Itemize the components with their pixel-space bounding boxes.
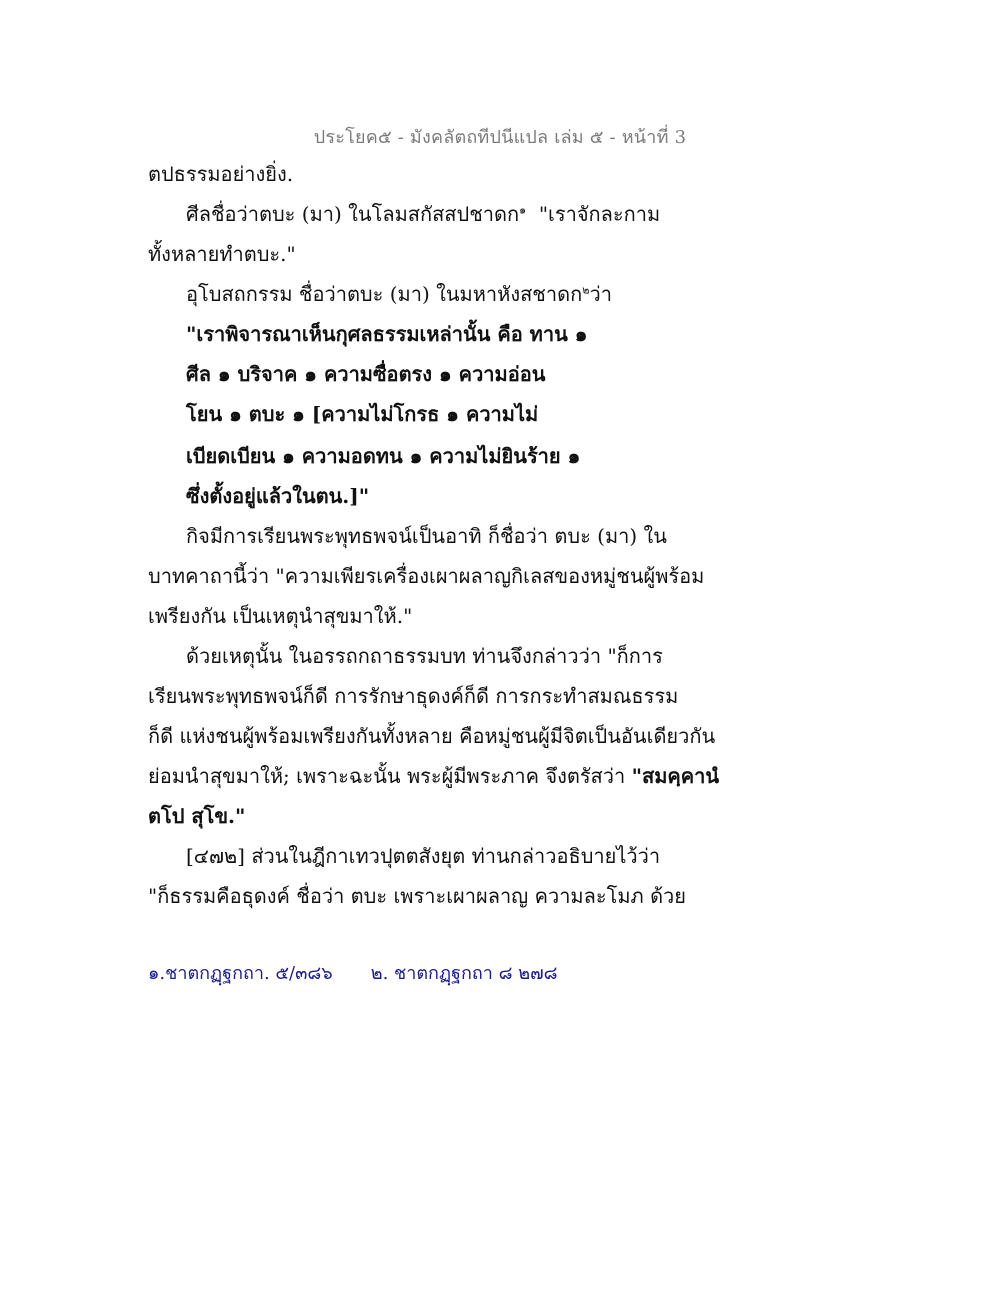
footnotes (148, 958, 558, 987)
footnote-2: ๒. ชาตกฏฺฐกถา ๘ ๒๗๘ (370, 963, 558, 984)
text-line: ด้วยเหตุนั้น ในอรรถกถาธรรมบท ท่านจึงกล่าวว่า "ก็การ (186, 644, 663, 668)
text-line: เพรียงกัน เป็นเหตุนำสุขมาให้." (148, 604, 413, 628)
text-span: อุโบสถกรรม ชื่อว่าตบะ (มา) ในมหาหังสชาดก (186, 282, 583, 306)
pali-quote: ตโป สุโข." (148, 804, 246, 828)
footnote-1: ๑.ชาตกฏฺฐกถา. ๕/๓๘๖ (148, 963, 333, 984)
text-line (148, 762, 719, 790)
text-span: ว่า (589, 282, 612, 306)
text-span: ย่อมนำสุขมาให้; เพราะฉะนั้น พระผู้มีพระภาค จึงตรัสว่า (148, 764, 632, 788)
pali-quote: "สมคฺคานํ (631, 764, 720, 788)
text-line: บาทคาถานี้ว่า "ความเพียรเครื่องเผาผลาญกิเลสของหมู่ชนผู้พร้อม (148, 564, 705, 588)
text-line (186, 280, 612, 308)
page-header: ประโยค๕ - มังคลัตถทีปนีแปล เล่ม ๕ - หน้าที่ 3 (313, 127, 687, 148)
quote-line: ศีล ๑ บริจาค ๑ ความซื่อตรง ๑ ความอ่อน (186, 362, 546, 386)
text-line: ก็ดี แห่งชนผู้พร้อมเพรียงกันทั้งหลาย คือหมู่ชนผู้มีจิตเป็นอันเดียวกัน (148, 724, 716, 748)
text-line: ตปธรรมอย่างยิ่ง. (148, 162, 294, 186)
quote-line: เบียดเบียน ๑ ความอดทน ๑ ความไม่ยินร้าย ๑ (186, 444, 581, 468)
text-line: "ก็ธรรมคือธุดงค์ ชื่อว่า ตบะ เพราะเผาผลาญ ความละโมภ ด้วย (148, 884, 687, 908)
quote-line: "เราพิจารณาเห็นกุศลธรรมเหล่านั้น คือ ทาน ๑ (186, 322, 588, 346)
text-line: [๔๗๒] ส่วนในฎีกาเทวปุตตสังยุต ท่านกล่าวอธิบายไว้ว่า (186, 844, 661, 868)
text-span: ศีลชื่อว่าตบะ (มา) ในโลมสกัสสปชาดก (186, 202, 520, 226)
footnote-ref[interactable]: ๒ (582, 283, 590, 297)
quote-line: โยน ๑ ตบะ ๑ [ความไม่โกรธ ๑ ความไม่ (186, 402, 539, 426)
text-line (186, 200, 660, 228)
footnote-ref[interactable]: ๑ (519, 203, 527, 217)
text-line: เรียนพระพุทธพจน์ก็ดี การรักษาธุดงค์ก็ดี การกระทำสมณธรรม (148, 684, 679, 708)
text-line: ทั้งหลายทำตบะ." (148, 242, 296, 266)
text-span: "เราจักละกาม (538, 202, 661, 226)
text-line: กิจมีการเรียนพระพุทธพจน์เป็นอาทิ ก็ชื่อว่า ตบะ (มา) ใน (186, 524, 667, 548)
quote-line: ซึ่งตั้งอยู่แล้วในตน.]" (186, 484, 370, 508)
